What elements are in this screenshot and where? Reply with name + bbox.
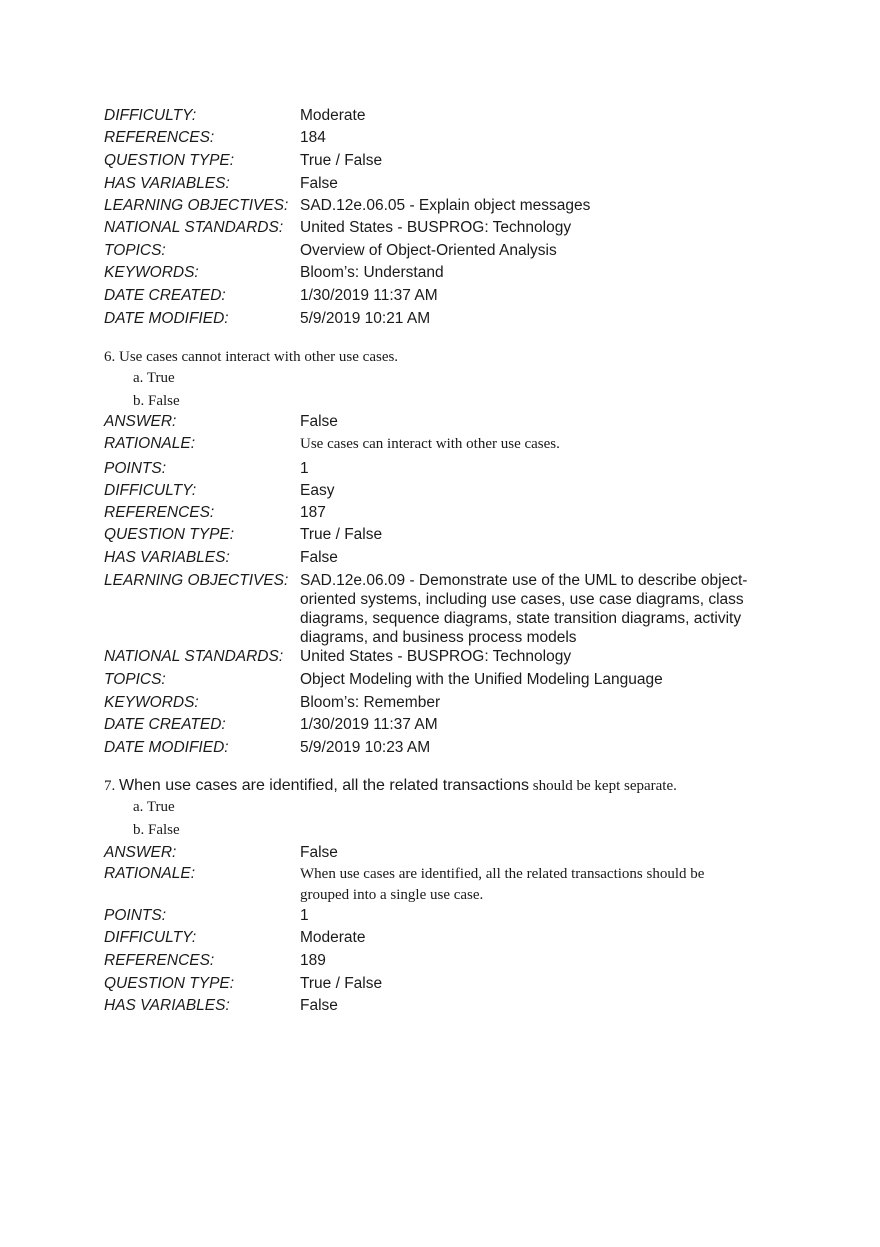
meta-label: NATIONAL STANDARDS: [104,219,284,236]
meta-row-topics [104,241,764,260]
meta-row-date-modified [104,309,764,328]
q7-number: 7. [104,778,116,794]
meta-label: POINTS: [104,907,167,924]
q6-row-answer [104,412,764,431]
meta-value: 1/30/2019 11:37 AM [300,287,438,304]
meta-value: United States - BUSPROG: Technology [300,219,572,236]
meta-label: HAS VARIABLES: [104,175,230,192]
meta-label: KEYWORDS: [104,264,199,281]
q7-option-b: b. False [133,822,180,838]
meta-label: HAS VARIABLES: [104,549,230,566]
meta-row-has-variables [104,174,764,193]
meta-row-learning-objectives [104,196,764,215]
meta-label: QUESTION TYPE: [104,975,235,992]
q6-row-keywords [104,693,764,712]
q6-row-rationale [104,434,764,455]
meta-row-keywords [104,263,764,282]
meta-label: DATE CREATED: [104,716,226,733]
meta-label: TOPICS: [104,671,166,688]
q6-option-b: b. False [133,393,180,409]
meta-value: False [300,997,338,1014]
meta-value: Bloom’s: Understand [300,264,444,281]
meta-value: 1 [300,460,309,477]
meta-row-national-standards [104,218,764,237]
meta-value: True / False [300,526,383,543]
q7-row-has-variables [104,996,764,1015]
meta-value: 184 [300,129,326,146]
q7-row-references [104,951,764,970]
meta-label: DATE MODIFIED: [104,739,229,756]
meta-value: Use cases can interact with other use cases. [300,436,560,452]
meta-label: ANSWER: [104,844,177,861]
meta-label: LEARNING OBJECTIVES: [104,197,289,214]
meta-value: True / False [300,152,383,169]
meta-label: QUESTION TYPE: [104,526,235,543]
meta-label: TOPICS: [104,242,166,259]
meta-label: HAS VARIABLES: [104,997,230,1014]
meta-label: DATE MODIFIED: [104,310,229,327]
meta-value: Moderate [300,107,366,124]
meta-label: LEARNING OBJECTIVES: [104,572,289,589]
meta-value: 5/9/2019 10:23 AM [300,739,431,756]
meta-value: SAD.12e.06.05 - Explain object messages [300,197,591,214]
meta-value: 1/30/2019 11:37 AM [300,716,438,733]
meta-label: KEYWORDS: [104,694,199,711]
meta-value: Moderate [300,929,366,946]
meta-row-question-type [104,151,764,170]
meta-label: NATIONAL STANDARDS: [104,648,284,665]
q6-row-question-type [104,525,764,544]
q6-option-a: a. True [133,370,175,386]
q6-row-points [104,459,764,478]
meta-value: Object Modeling with the Unified Modeling Language [300,671,663,688]
q6-row-learning-objectives [104,571,764,647]
q6-row-topics [104,670,764,689]
meta-row-references [104,128,764,147]
meta-label: DIFFICULTY: [104,107,197,124]
meta-value: True / False [300,975,383,992]
meta-label: REFERENCES: [104,129,215,146]
q7-row-rationale [104,864,764,906]
meta-value: 1 [300,907,309,924]
meta-label: REFERENCES: [104,952,215,969]
meta-value: Easy [300,482,335,499]
meta-label: DIFFICULTY: [104,929,197,946]
meta-value: 5/9/2019 10:21 AM [300,310,431,327]
meta-value: 189 [300,952,326,969]
q6-row-date-modified [104,738,764,757]
meta-value: False [300,549,338,566]
meta-value: United States - BUSPROG: Technology [300,648,572,665]
q6-row-references [104,503,764,522]
meta-label: ANSWER: [104,413,177,430]
meta-label: DATE CREATED: [104,287,226,304]
q7-row-answer [104,843,764,862]
q7-row-question-type [104,974,764,993]
meta-value: 187 [300,504,326,521]
question-7-text [104,776,784,796]
meta-value: Bloom’s: Remember [300,694,441,711]
question-6-text: 6. Use cases cannot interact with other use cases. [104,349,399,365]
meta-value: False [300,413,338,430]
meta-row-difficulty [104,106,764,125]
q7-text-serif: should be kept separate. [532,778,677,794]
q6-row-difficulty [104,481,764,500]
q7-row-difficulty [104,928,764,947]
meta-row-date-created [104,286,764,305]
meta-label: RATIONALE: [104,865,196,882]
meta-value: False [300,175,338,192]
q7-text-sans: When use cases are identified, all the related transactions [119,777,530,794]
meta-value: False [300,844,338,861]
meta-label: QUESTION TYPE: [104,152,235,169]
meta-label: DIFFICULTY: [104,482,197,499]
q7-option-a: a. True [133,799,175,815]
q6-row-national-standards [104,647,764,666]
meta-label: RATIONALE: [104,435,196,452]
meta-value: SAD.12e.06.09 - Demonstrate use of the UML to describe object-oriented systems, including use cases, use case diagrams, class diagrams, sequence diagrams, state transition diagrams, activity diagrams, and business process models [300,572,748,646]
meta-value: Overview of Object-Oriented Analysis [300,242,557,259]
q7-row-points [104,906,764,925]
meta-label: REFERENCES: [104,504,215,521]
meta-label: POINTS: [104,460,167,477]
meta-value: When use cases are identified, all the related transactions should be grouped into a single use case. [300,866,705,903]
q6-row-date-created [104,715,764,734]
q6-row-has-variables [104,548,764,567]
